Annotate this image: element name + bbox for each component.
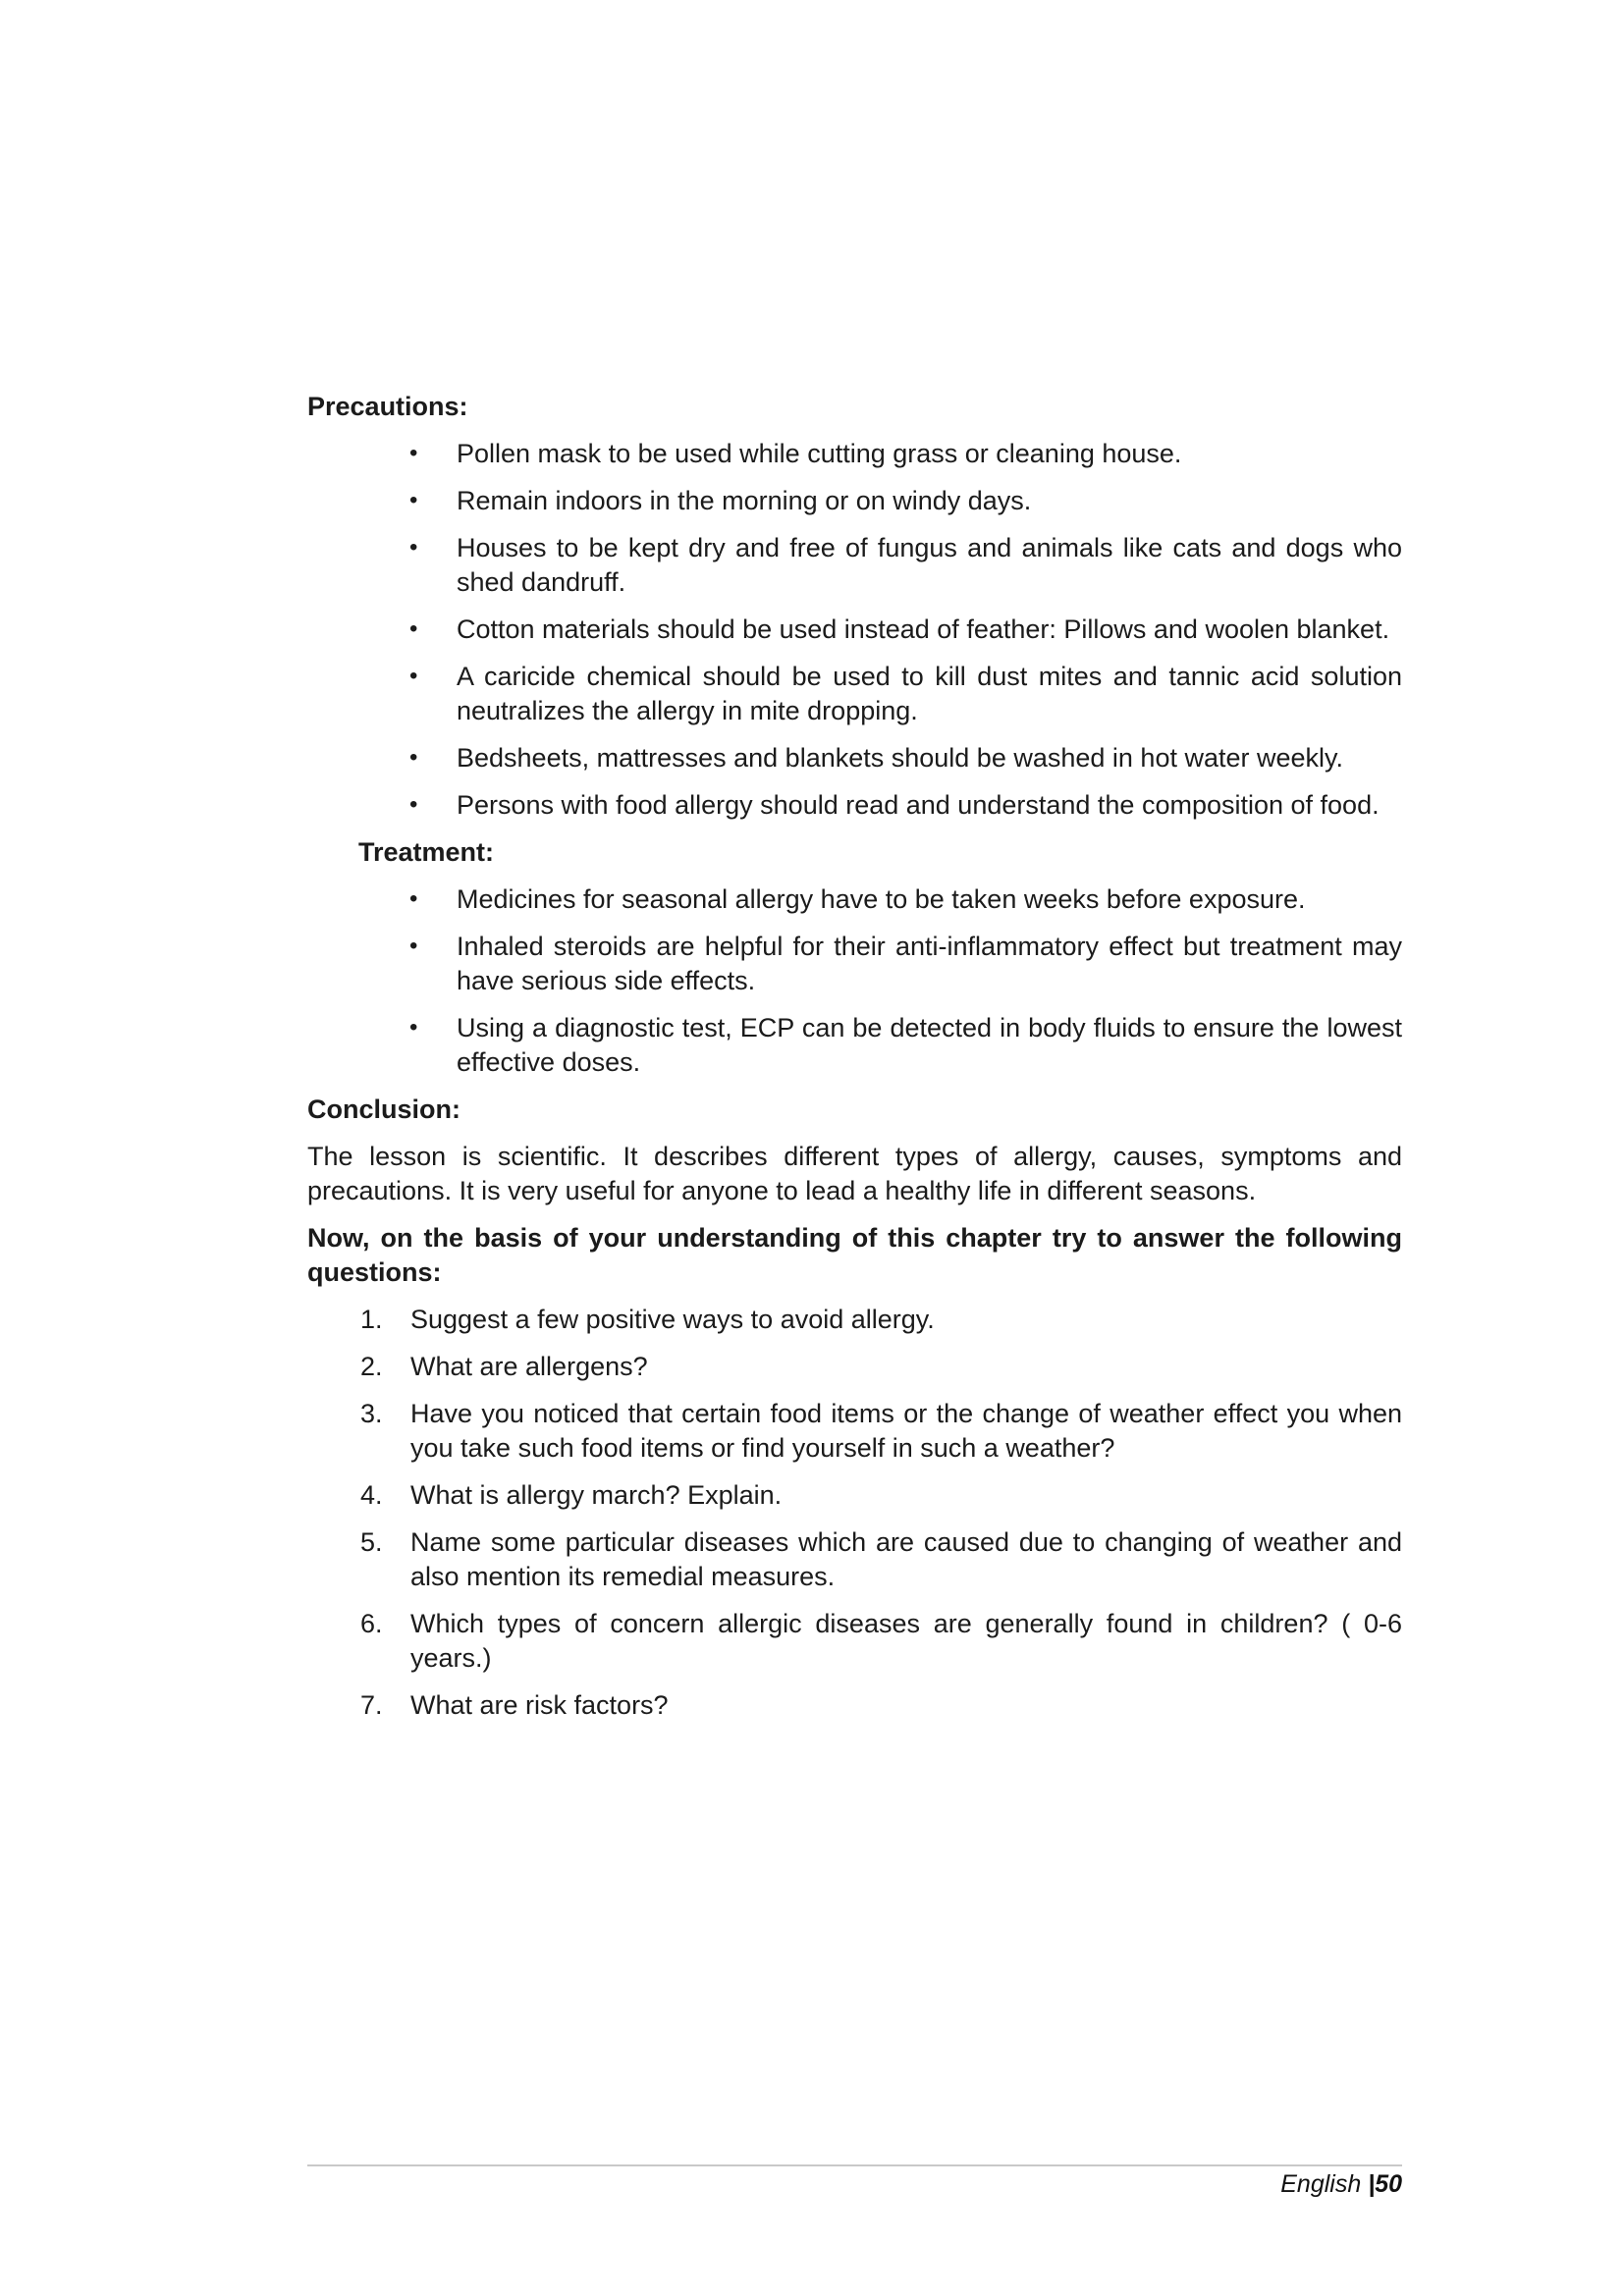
bullet-icon: • bbox=[409, 744, 418, 771]
list-item bbox=[307, 1011, 1402, 1080]
conclusion-paragraph: The lesson is scientific. It describes different types of allergy, causes, symptoms and precautions. It is very useful for anyone to lead a healthy life in different seasons. bbox=[307, 1142, 1402, 1205]
question-text: Suggest a few positive ways to avoid allergy. bbox=[410, 1305, 935, 1334]
list-item-text: Bedsheets, mattresses and blankets should be washed in hot water weekly. bbox=[457, 743, 1344, 773]
bullet-icon: • bbox=[409, 615, 418, 642]
heading-conclusion: Conclusion: bbox=[307, 1095, 460, 1124]
list-item-text: Remain indoors in the morning or on windy days. bbox=[457, 486, 1032, 515]
list-item-text: Cotton materials should be used instead of feather: Pillows and woolen blanket. bbox=[457, 614, 1390, 644]
list-item bbox=[307, 531, 1402, 600]
question-item bbox=[307, 1525, 1402, 1594]
questions-list bbox=[307, 1303, 1402, 1723]
list-item-text: Pollen mask to be used while cutting grass or cleaning house. bbox=[457, 439, 1182, 468]
question-text: What is allergy march? Explain. bbox=[410, 1480, 783, 1510]
question-text: Which types of concern allergic diseases are generally found in children? ( 0-6 years.) bbox=[410, 1609, 1402, 1673]
question-number: 5. bbox=[360, 1527, 383, 1557]
question-item bbox=[307, 1397, 1402, 1466]
footer-subject-label: English bbox=[1280, 2170, 1362, 2198]
list-item bbox=[307, 741, 1402, 775]
list-item-text: Persons with food allergy should read and understand the composition of food. bbox=[457, 790, 1380, 820]
bullet-icon: • bbox=[409, 885, 418, 912]
question-number: 2. bbox=[360, 1352, 383, 1381]
list-item bbox=[307, 882, 1402, 917]
question-number: 7. bbox=[360, 1690, 383, 1720]
bullet-icon: • bbox=[409, 663, 418, 689]
page-content bbox=[307, 390, 1402, 1735]
question-text: What are allergens? bbox=[410, 1352, 648, 1381]
question-number: 1. bbox=[360, 1305, 383, 1334]
bullet-icon: • bbox=[409, 487, 418, 513]
question-text: What are risk factors? bbox=[410, 1690, 669, 1720]
footer-divider bbox=[307, 2164, 1402, 2166]
heading-questions: Now, on the basis of your understanding of this chapter try to answer the following questions: bbox=[307, 1223, 1402, 1287]
question-item bbox=[307, 1350, 1402, 1384]
list-item bbox=[307, 613, 1402, 647]
question-item bbox=[307, 1303, 1402, 1337]
bullet-icon: • bbox=[409, 933, 418, 959]
question-item bbox=[307, 1478, 1402, 1513]
heading-treatment: Treatment: bbox=[358, 837, 495, 867]
bullet-icon: • bbox=[409, 1014, 418, 1041]
list-item-text: Using a diagnostic test, ECP can be detected in body fluids to ensure the lowest effective doses. bbox=[457, 1013, 1402, 1077]
question-number: 6. bbox=[360, 1609, 383, 1638]
treatment-list bbox=[307, 882, 1402, 1080]
bullet-icon: • bbox=[409, 534, 418, 561]
page-footer bbox=[307, 2169, 1402, 2200]
list-item bbox=[307, 788, 1402, 823]
list-item bbox=[307, 930, 1402, 998]
list-item-text: Inhaled steroids are helpful for their anti-inflammatory effect but treatment may have serious side effects. bbox=[457, 932, 1402, 995]
question-number: 3. bbox=[360, 1399, 383, 1428]
list-item bbox=[307, 437, 1402, 471]
list-item bbox=[307, 660, 1402, 728]
bullet-icon: • bbox=[409, 440, 418, 466]
heading-precautions: Precautions: bbox=[307, 392, 468, 421]
list-item-text: Houses to be kept dry and free of fungus and animals like cats and dogs who shed dandruff. bbox=[457, 533, 1402, 597]
question-item bbox=[307, 1688, 1402, 1723]
question-text: Name some particular diseases which are caused due to changing of weather and also mention its remedial measures. bbox=[410, 1527, 1402, 1591]
question-text: Have you noticed that certain food items or the change of weather effect you when you take such food items or find yourself in such a weather? bbox=[410, 1399, 1402, 1463]
footer-page-number: |50 bbox=[1368, 2170, 1402, 2198]
bullet-icon: • bbox=[409, 791, 418, 818]
question-item bbox=[307, 1607, 1402, 1676]
list-item-text: Medicines for seasonal allergy have to be taken weeks before exposure. bbox=[457, 884, 1306, 914]
list-item-text: A caricide chemical should be used to kill dust mites and tannic acid solution neutralizes the allergy in mite dropping. bbox=[457, 662, 1402, 725]
list-item bbox=[307, 484, 1402, 518]
question-number: 4. bbox=[360, 1480, 383, 1510]
precautions-list bbox=[307, 437, 1402, 823]
